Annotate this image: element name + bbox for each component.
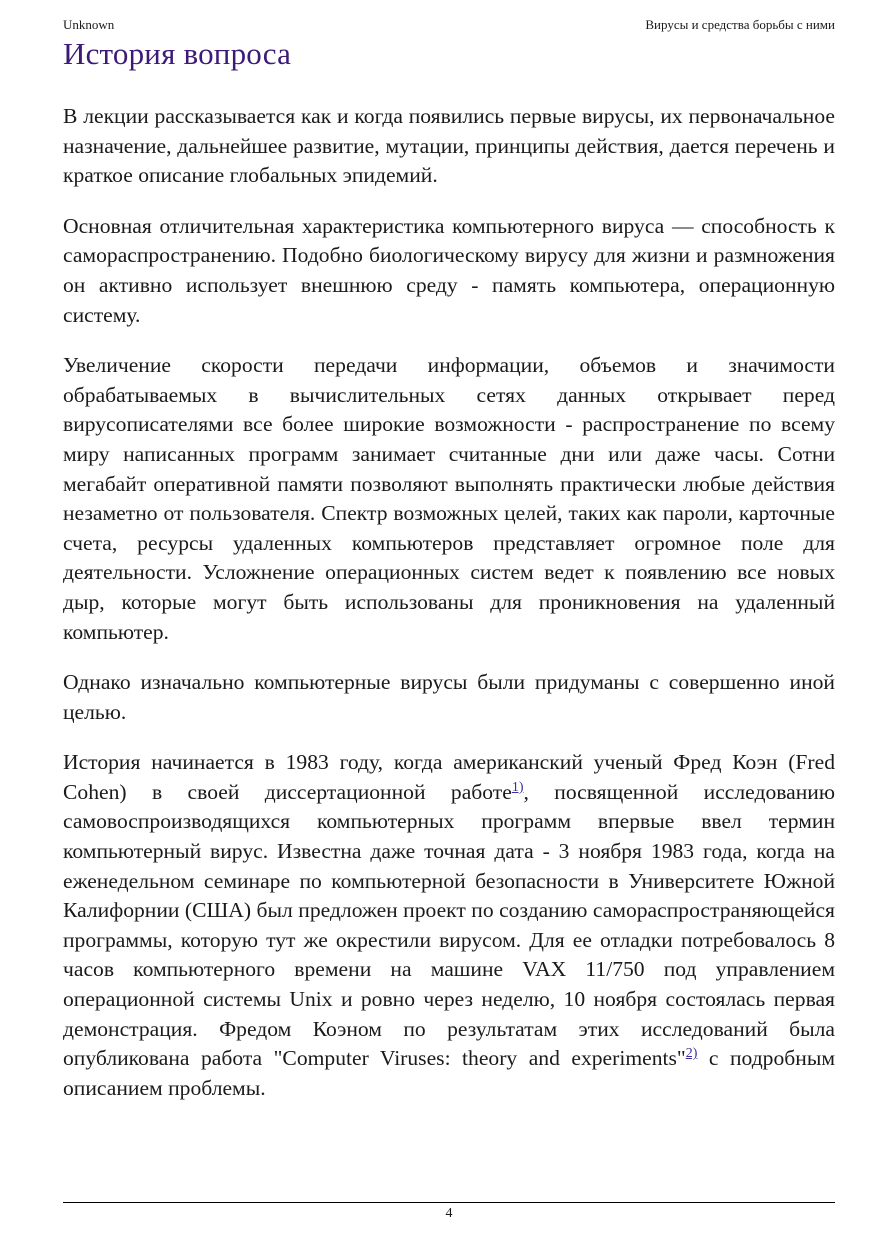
page-number: 4 [445,1206,453,1221]
paragraph-growth: Увеличение скорости передачи информации, объемов и значимости обрабатываемых в вычислительных сетях данных открывает перед вирусописателями все более широкие возможности - распространение по всему миру написанных программ занимает считанные дни или даже часы. Сотни мегабайт оперативной памяти позволяют выполнять практически любые действия незаметно от пользователя. Спектр возможных целей, таких как пароли, карточные счета, ресурсы удаленных компьютеров представляет огромное поле для деятельности. Усложнение операционных систем ведет к появлению все новых дыр, которые могут быть использованы для проникновения на удаленный компьютер. [63,353,835,644]
history-text-part3: с подробным описанием проблемы. [63,1046,835,1100]
paragraph-intro: В лекции рассказывается как и когда появились первые вирусы, их первоначальное назначение, дальнейшее развитие, мутации, принципы действия, дается перечень и краткое описание глобальных эпидемий. [63,104,835,188]
footer-divider [63,1202,835,1203]
history-text-part2: , посвященной исследованию самовоспроизводящихся компьютерных программ впервые ввел термин компьютерный вирус. Известна даже точная дата - 3 ноября 1983 года, когда на еженедельном семинаре по компьютерной безопасности в Университете Южной Калифорнии (США) был предложен проект по созданию самораспространяющейся программы, которую тут же окрестили вирусом. Для ее отладки потребовалось 8 часов компьютерного времени на машине VAX 11/750 под управлением операционной системы Unix и ровно через неделю, 10 ноября состоялась первая демонстрация. Фредом Коэном по результатам этих исследований была опубликована работа "Computer Viruses: theory and experiments" [63,779,835,1071]
footnote-link-1[interactable]: 1) [511,779,524,795]
footnote-link-2[interactable]: 2) [685,1046,698,1062]
paragraph-original-purpose: Однако изначально компьютерные вирусы были придуманы с совершенно иной целью. [63,670,835,724]
running-header-left: Unknown [63,17,115,32]
paragraph-definition: Основная отличительная характеристика компьютерного вируса — способность к самораспространению. Подобно биологическому вирусу для жизни и размножения он активно использует внешнюю среду - память компьютера, операционную систему. [63,213,835,327]
document-page [63,0,835,1241]
running-header-right: Вирусы и средства борьбы с ними [645,17,835,32]
document-body [63,102,835,1124]
section-title: История вопроса [63,36,292,71]
paragraph-history [63,748,835,1103]
history-text-part1: История начинается в 1983 году, когда американский ученый Фред Коэн (Fred Cohen) в своей диссертационной работе [63,750,835,804]
